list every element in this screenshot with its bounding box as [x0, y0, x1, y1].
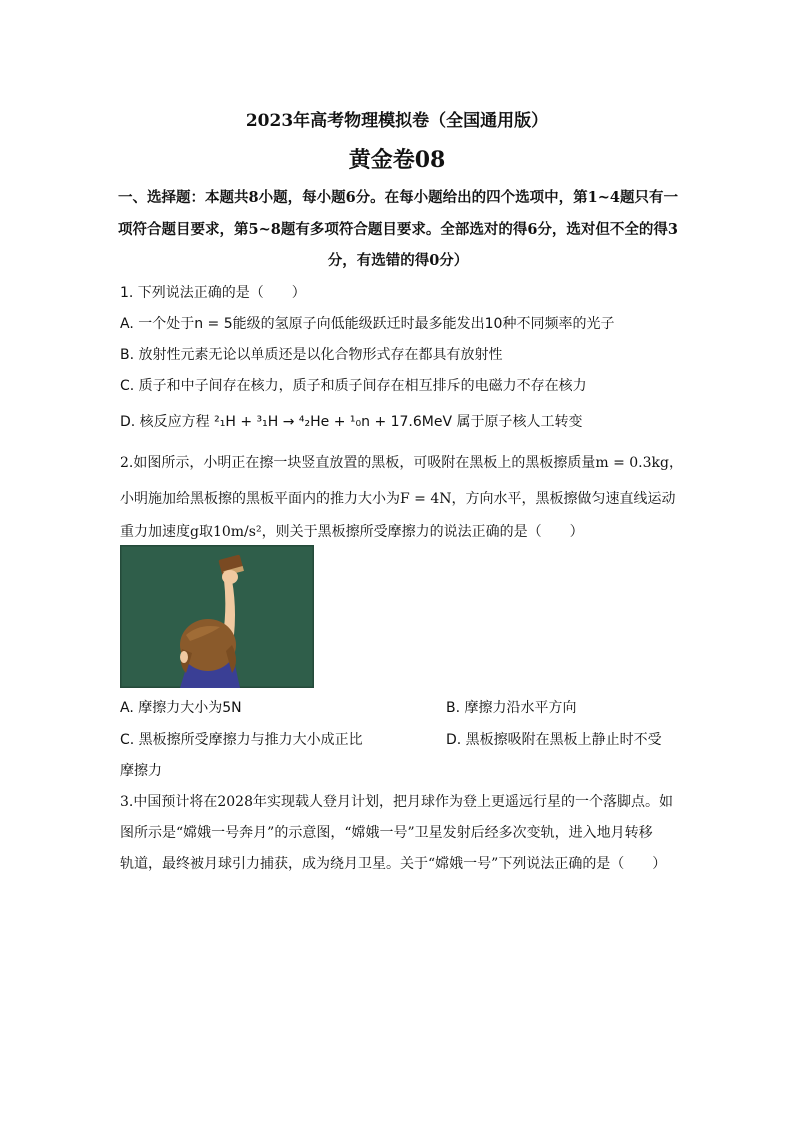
q2-stem-line-1: 2.如图所示，小明正在擦一块竖直放置的黑板，可吸附在黑板上的黑板擦质量m = 0.3kg，: [120, 455, 683, 471]
exam-title: 2023年高考物理模拟卷（全国通用版）: [245, 111, 549, 131]
q3-stem-line-2: 图所示是“嫦娥一号奔月”的示意图，“嫦娥一号”卫星发射后经多次变轨，进入地月转移: [120, 825, 653, 841]
q2-option-d-continuation: 摩擦力: [120, 763, 162, 779]
paper-subtitle: 黄金卷08: [348, 147, 446, 173]
q2-option-b: B. 摩擦力沿水平方向: [446, 700, 577, 716]
section-instructions-line-1: 一、选择题：本题共8小题，每小题6分。在每小题给出的四个选项中，第1~4题只有一: [118, 189, 679, 206]
section-instructions-line-2: 项符合题目要求，第5~8题有多项符合题目要求。全部选对的得6分，选对但不全的得3: [118, 221, 679, 238]
q1-option-d: D. 核反应方程 ²₁H + ³₁H → ⁴₂He + ¹₀n + 17.6MeV 属于原子核人工转变: [120, 414, 583, 430]
q1-option-a: A. 一个处于n = 5能级的氢原子向低能级跃迁时最多能发出10种不同频率的光子: [120, 316, 615, 332]
q2-option-c: C. 黑板擦所受摩擦力与推力大小成正比: [120, 732, 363, 748]
q1-option-c: C. 质子和中子间存在核力，质子和质子间存在相互排斥的电磁力不存在核力: [120, 378, 587, 394]
q2-option-a: A. 摩擦力大小为5N: [120, 700, 242, 716]
q1-stem: 1. 下列说法正确的是（ ）: [120, 285, 306, 301]
section-instructions-line-3: 分，有选错的得0分）: [327, 252, 469, 269]
q2-stem-line-2: 小明施加给黑板擦的黑板平面内的推力大小为F = 4N，方向水平，黑板擦做匀速直线运动: [120, 491, 676, 507]
q3-stem-line-1: 3.中国预计将在2028年实现载人登月计划，把月球作为登上更遥远行星的一个落脚点。如: [120, 794, 673, 810]
blackboard-illustration: [120, 545, 314, 688]
q1-option-b: B. 放射性元素无论以单质还是以化合物形式存在都具有放射性: [120, 347, 503, 363]
q2-option-d: D. 黑板擦吸附在黑板上静止时不受: [446, 732, 662, 748]
q3-stem-line-3: 轨道，最终被月球引力捕获，成为绕月卫星。关于“嫦娥一号”下列说法正确的是（ ）: [120, 856, 667, 872]
q2-stem-line-3: 重力加速度g取10m/s²，则关于黑板擦所受摩擦力的说法正确的是（ ）: [120, 524, 584, 540]
